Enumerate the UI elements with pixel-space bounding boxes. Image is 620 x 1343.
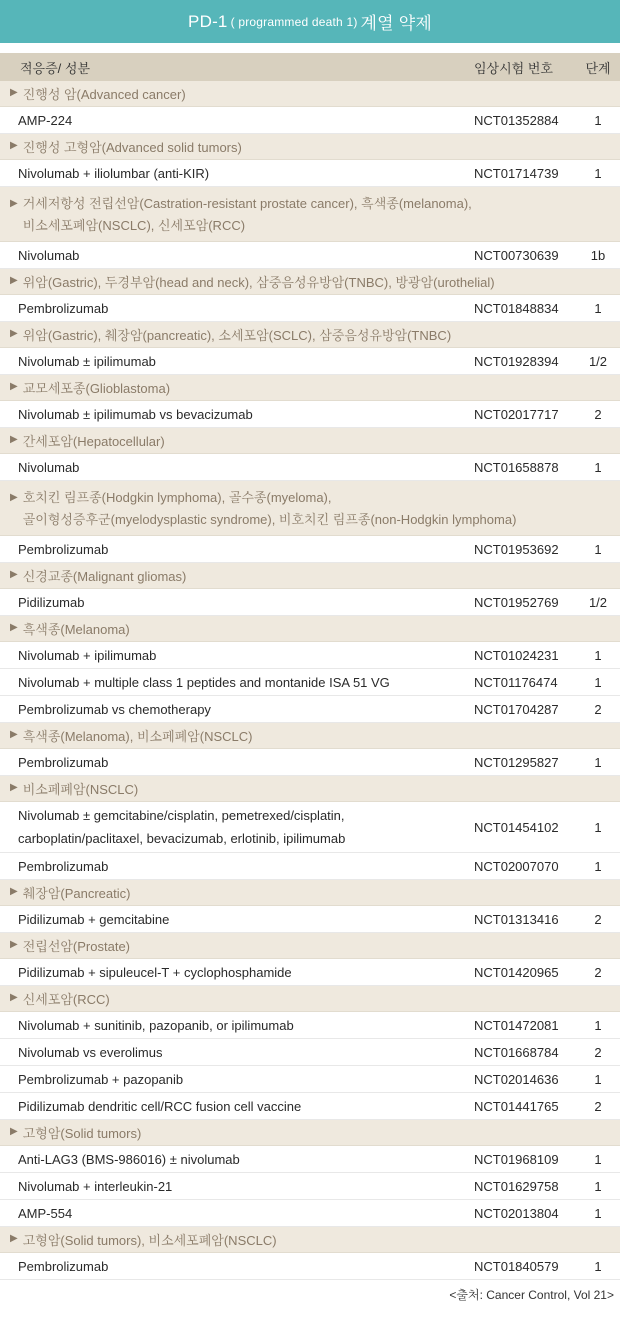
drug-name: AMP-554 <box>18 1205 73 1221</box>
triangle-right-icon: ▶ <box>10 939 18 950</box>
table-row <box>0 959 620 986</box>
category-label: 신세포암(RCC) <box>22 992 110 1007</box>
table-row <box>0 107 620 134</box>
category-label: 호치킨 림프종(Hodgkin lymphoma), 골수종(myeloma), 골이형성증후군(myelodysplastic syndrome), 비호치킨 림프종(non-Hodgkin lymphoma) <box>22 490 517 527</box>
triangle-right-icon: ▶ <box>10 622 18 633</box>
trial-number: NCT01968109 <box>474 1151 559 1167</box>
drug-name: Nivolumab <box>18 459 80 475</box>
category-row <box>0 322 620 348</box>
trial-phase: 1 <box>594 858 602 874</box>
triangle-right-icon: ▶ <box>10 492 18 503</box>
source-note: <출처: Cancer Control, Vol 21> <box>449 1288 614 1302</box>
triangle-right-icon: ▶ <box>10 1233 18 1244</box>
drug-name: Pembrolizumab <box>18 754 109 770</box>
trial-number: NCT01472081 <box>474 1017 559 1033</box>
category-row <box>0 81 620 107</box>
triangle-right-icon: ▶ <box>10 328 18 339</box>
drug-name: Nivolumab ± ipilimumab <box>18 353 156 369</box>
table-row <box>0 642 620 669</box>
trial-phase: 1 <box>594 1258 602 1274</box>
drug-name: Anti-LAG3 (BMS-986016) ± nivolumab <box>18 1151 240 1167</box>
category-label: 흑색종(Melanoma), 비소페폐암(NSCLC) <box>22 729 253 744</box>
trial-number: NCT01952769 <box>474 594 559 610</box>
table-row <box>0 749 620 776</box>
trial-number: NCT01953692 <box>474 541 559 557</box>
table-row <box>0 696 620 723</box>
triangle-right-icon: ▶ <box>10 886 18 897</box>
trial-phase: 1 <box>594 1017 602 1033</box>
category-label: 신경교종(Malignant gliomas) <box>22 569 187 584</box>
category-label: 거세저항성 전립선암(Castration-resistant prostate cancer), 흑색종(melanoma), 비소세포폐암(NSCLC), 신세포암(RCC) <box>22 196 472 233</box>
trial-phase: 1 <box>594 300 602 316</box>
category-label: 흑색종(Melanoma) <box>22 622 130 637</box>
drug-name: Pembrolizumab <box>18 858 109 874</box>
trial-phase: 1 <box>594 1178 602 1194</box>
trial-number: NCT01840579 <box>474 1258 559 1274</box>
trial-number: NCT02007070 <box>474 858 559 874</box>
trial-phase: 1 <box>594 647 602 663</box>
category-label: 고형암(Solid tumors) <box>22 1126 142 1141</box>
trial-phase: 2 <box>594 1098 602 1114</box>
category-row <box>0 134 620 160</box>
trial-phase: 1 <box>594 1071 602 1087</box>
category-row <box>0 428 620 454</box>
table-row <box>0 295 620 322</box>
drug-name: Pidilizumab <box>18 594 85 610</box>
trial-phase: 2 <box>594 406 602 422</box>
category-row <box>0 481 620 536</box>
trial-number: NCT01629758 <box>474 1178 559 1194</box>
trial-number: NCT01176474 <box>474 674 558 690</box>
drug-name: Pembrolizumab vs chemotherapy <box>18 701 211 717</box>
category-row <box>0 1227 620 1253</box>
category-label: 전립선암(Prostate) <box>22 939 131 954</box>
category-label: 고형암(Solid tumors), 비소세포폐암(NSCLC) <box>22 1233 277 1248</box>
drug-name: Nivolumab + sunitinib, pazopanib, or ipilimumab <box>18 1017 294 1033</box>
trial-number: NCT01441765 <box>474 1098 559 1114</box>
table-row <box>0 242 620 269</box>
trial-number: NCT01454102 <box>474 819 559 835</box>
drug-name: AMP-224 <box>18 112 73 128</box>
trial-phase: 1 <box>594 754 602 770</box>
table-row <box>0 802 620 853</box>
triangle-right-icon: ▶ <box>10 782 18 793</box>
trial-phase: 1 <box>594 112 602 128</box>
triangle-right-icon: ▶ <box>10 434 18 445</box>
category-row <box>0 933 620 959</box>
title-main: PD-1 <box>188 11 228 31</box>
drug-name: Pidilizumab + gemcitabine <box>18 911 170 927</box>
table-row <box>0 348 620 375</box>
trial-number: NCT02014636 <box>474 1071 559 1087</box>
trial-number: NCT01704287 <box>474 701 559 717</box>
category-row <box>0 723 620 749</box>
triangle-right-icon: ▶ <box>10 140 18 151</box>
triangle-right-icon: ▶ <box>10 87 18 98</box>
trial-phase: 1b <box>590 247 606 263</box>
drug-name: Nivolumab ± ipilimumab vs bevacizumab <box>18 406 253 422</box>
category-label: 교모세포종(Glioblastoma) <box>22 381 171 396</box>
table-row <box>0 401 620 428</box>
drug-name: Nivolumab + iliolumbar (anti-KIR) <box>18 165 210 181</box>
drug-name: Nivolumab <box>18 247 80 263</box>
table-row <box>0 1039 620 1066</box>
category-label: 비소페폐암(NSCLC) <box>22 782 139 797</box>
table-row <box>0 906 620 933</box>
table-header <box>0 53 620 81</box>
table-row <box>0 1012 620 1039</box>
trial-number: NCT02017717 <box>474 406 559 422</box>
table-row <box>0 454 620 481</box>
triangle-right-icon: ▶ <box>10 1126 18 1137</box>
trial-phase: 2 <box>594 964 602 980</box>
drug-name: Pembrolizumab <box>18 1258 109 1274</box>
title-tail: 계열 약제 <box>360 14 432 33</box>
drug-name: Pembrolizumab <box>18 300 109 316</box>
table-row <box>0 853 620 880</box>
table-row <box>0 1173 620 1200</box>
trial-phase: 2 <box>594 911 602 927</box>
triangle-right-icon: ▶ <box>10 381 18 392</box>
category-label: 진행성 암(Advanced cancer) <box>22 87 186 102</box>
trial-phase: 1 <box>594 165 602 181</box>
header-nct: 임상시험 번호 <box>474 60 553 76</box>
drug-name: Pidilizumab dendritic cell/RCC fusion cell vaccine <box>18 1098 302 1114</box>
trial-number: NCT01658878 <box>474 459 559 475</box>
category-row <box>0 269 620 295</box>
category-label: 위암(Gastric), 췌장암(pancreatic), 소세포암(SCLC), 삼중음성유방암(TNBC) <box>22 328 452 343</box>
table-body <box>0 81 620 1280</box>
trial-number: NCT01295827 <box>474 754 559 770</box>
category-label: 췌장암(Pancreatic) <box>22 886 131 901</box>
triangle-right-icon: ▶ <box>10 992 18 1003</box>
trial-phase: 1 <box>594 459 602 475</box>
table-row <box>0 1093 620 1120</box>
trial-phase: 2 <box>594 701 602 717</box>
trial-number: NCT01668784 <box>474 1044 559 1060</box>
header-name: 적응증/ 성분 <box>20 60 91 76</box>
title-paren: ( programmed death 1) <box>230 14 358 29</box>
category-row <box>0 776 620 802</box>
trial-phase: 1 <box>594 541 602 557</box>
triangle-right-icon: ▶ <box>10 569 18 580</box>
category-label: 진행성 고형암(Advanced solid tumors) <box>22 140 242 155</box>
trial-number: NCT01848834 <box>474 300 559 316</box>
triangle-right-icon: ▶ <box>10 729 18 740</box>
trial-phase: 1 <box>594 674 602 690</box>
drug-name: Nivolumab + multiple class 1 peptides and montanide ISA 51 VG <box>18 674 390 690</box>
category-label: 위암(Gastric), 두경부암(head and neck), 삼중음성유방암(TNBC), 방광암(urothelial) <box>22 275 495 290</box>
triangle-right-icon: ▶ <box>10 198 18 209</box>
drug-name: Nivolumab + ipilimumab <box>18 647 157 663</box>
trial-phase: 1 <box>594 1205 602 1221</box>
category-row <box>0 187 620 242</box>
trial-number: NCT01352884 <box>474 112 559 128</box>
table-row <box>0 1253 620 1280</box>
table-title <box>0 0 620 43</box>
table-row <box>0 1066 620 1093</box>
category-row <box>0 986 620 1012</box>
trial-number: NCT01714739 <box>474 165 559 181</box>
trial-number: NCT01313416 <box>474 911 559 927</box>
table-row <box>0 536 620 563</box>
drug-name: Pembrolizumab <box>18 541 109 557</box>
trial-number: NCT01928394 <box>474 353 559 369</box>
triangle-right-icon: ▶ <box>10 275 18 286</box>
category-row <box>0 375 620 401</box>
category-row <box>0 880 620 906</box>
trial-phase: 1/2 <box>588 353 608 369</box>
table-row <box>0 1146 620 1173</box>
trial-number: NCT01024231 <box>474 647 559 663</box>
drug-name: Nivolumab vs everolimus <box>18 1044 163 1060</box>
trial-number: NCT00730639 <box>474 247 559 263</box>
trial-number: NCT02013804 <box>474 1205 559 1221</box>
trial-number: NCT01420965 <box>474 964 559 980</box>
header-phase: 단계 <box>585 60 611 76</box>
trial-phase: 1 <box>594 1151 602 1167</box>
table-row <box>0 1200 620 1227</box>
table-row <box>0 160 620 187</box>
drug-name: Nivolumab + interleukin-21 <box>18 1178 173 1194</box>
drug-name: Pembrolizumab + pazopanib <box>18 1071 184 1087</box>
trial-phase: 1/2 <box>588 594 608 610</box>
table-row <box>0 589 620 616</box>
category-row <box>0 563 620 589</box>
category-label: 간세포암(Hepatocellular) <box>22 434 165 449</box>
trial-phase: 1 <box>594 819 602 835</box>
trial-phase: 2 <box>594 1044 602 1060</box>
category-row <box>0 1120 620 1146</box>
drug-name: Nivolumab ± gemcitabine/cisplatin, pemetrexed/cisplatin, carboplatin/paclitaxel, bevacizumab, erlotinib, ipilimumab <box>18 808 346 846</box>
table-row <box>0 669 620 696</box>
category-row <box>0 616 620 642</box>
drug-name: Pidilizumab + sipuleucel-T + cyclophosphamide <box>18 964 292 980</box>
